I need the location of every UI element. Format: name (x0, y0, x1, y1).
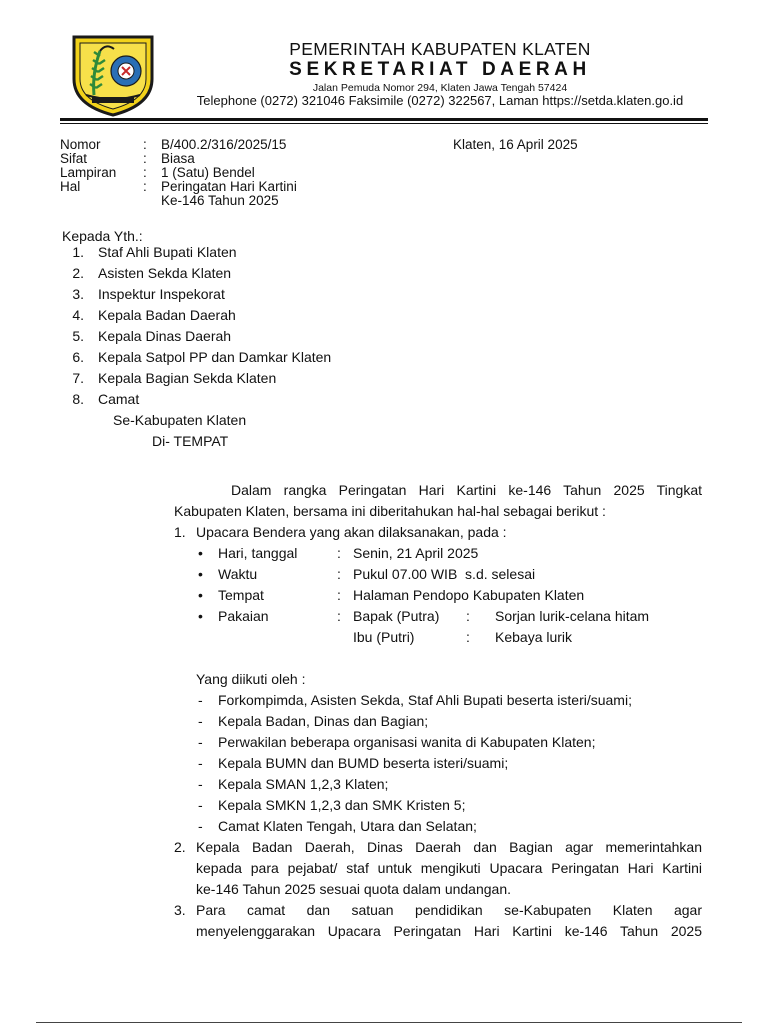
letterhead-address: Jalan Pemuda Nomor 294, Klaten Jawa Tengah 57424 (312, 82, 568, 94)
nomor-value: B/400.2/316/2025/15 (161, 137, 287, 152)
page-bottom-border (36, 1022, 742, 1023)
participant-item: Kepala SMAN 1,2,3 Klaten; (218, 776, 389, 792)
colon: : (466, 629, 470, 645)
recipient-item: Camat (98, 391, 140, 407)
letterhead-divider (60, 118, 708, 121)
recipients-region: Se-Kabupaten Klaten (113, 412, 247, 428)
dash: - (198, 692, 203, 708)
point-1-text: Upacara Bendera yang akan dilaksanakan, pada : (196, 524, 507, 540)
colon: : (466, 608, 470, 624)
recipient-number: 8. (72, 391, 84, 407)
pakaian-putra-value: Sorjan lurik-celana hitam (495, 608, 650, 624)
point-number: 1. (174, 524, 186, 540)
participant-item: Camat Klaten Tengah, Utara dan Selatan; (218, 818, 477, 834)
point-3-text-continued: menyelenggarakan Upacara Peringatan Hari Kartini ke-146 Tahun 2025 (196, 923, 702, 939)
bullet: • (198, 608, 203, 624)
colon: : (337, 566, 341, 582)
recipient-item: Kepala Bagian Sekda Klaten (98, 370, 277, 386)
opening-paragraph: Dalam rangka Peringatan Hari Kartini ke-146 Tahun 2025 Tingkat (231, 482, 702, 498)
recipients-place: Di- TEMPAT (152, 433, 229, 449)
detail-value: Bapak (Putra) (353, 608, 440, 624)
detail-label: Pakaian (218, 608, 269, 624)
point-3-text: Para camat dan satuan pendidikan se-Kabupaten Klaten agar (196, 902, 702, 918)
participant-item: Forkompimda, Asisten Sekda, Staf Ahli Bupati beserta isteri/suami; (218, 692, 632, 708)
opening-paragraph-continued: Kabupaten Klaten, bersama ini diberitahukan hal-hal sebagai berikut : (174, 503, 606, 519)
dash: - (198, 734, 203, 750)
colon: : (337, 608, 341, 624)
sifat-value: Biasa (161, 151, 195, 166)
detail-label: Tempat (218, 587, 264, 603)
letterhead-divider-thin (60, 123, 708, 124)
colon: : (143, 179, 147, 194)
recipient-number: 6. (72, 349, 84, 365)
dash: - (198, 797, 203, 813)
bullet: • (198, 566, 203, 582)
nomor-label: Nomor (60, 137, 101, 152)
detail-value: Pukul 07.00 WIB s.d. selesai (353, 566, 536, 582)
participant-item: Kepala SMKN 1,2,3 dan SMK Kristen 5; (218, 797, 466, 813)
recipient-item: Asisten Sekda Klaten (98, 265, 232, 281)
kabupaten-klaten-emblem (70, 33, 156, 117)
letterhead-contact: Telephone (0272) 321046 Faksimile (0272) 322567, Laman https://setda.klaten.go.id (196, 93, 684, 108)
recipients-intro: Kepada Yth.: (62, 228, 143, 244)
letterhead-office: SEKRETARIAT DAERAH (289, 59, 591, 80)
detail-label: Waktu (218, 566, 258, 582)
colon: : (143, 165, 147, 180)
recipient-number: 7. (72, 370, 84, 386)
recipient-item: Kepala Dinas Daerah (98, 328, 232, 344)
point-2-text: Kepala Badan Daerah, Dinas Daerah dan Bagian agar memerintahkan (196, 839, 702, 855)
colon: : (337, 587, 341, 603)
participant-item: Perwakilan beberapa organisasi wanita di Kabupaten Klaten; (218, 734, 596, 750)
pakaian-putri-value: Kebaya lurik (495, 629, 573, 645)
hal-value: Peringatan Hari Kartini (161, 179, 297, 194)
hal-value-continued: Ke-146 Tahun 2025 (161, 193, 279, 208)
recipient-item: Staf Ahli Bupati Klaten (98, 244, 237, 260)
point-2-text-continued: kepada para pejabat/ staf untuk mengikuti Upacara Peringatan Hari Kartini (196, 860, 702, 876)
recipient-number: 5. (72, 328, 84, 344)
letter-date: Klaten, 16 April 2025 (453, 137, 578, 152)
colon: : (143, 137, 147, 152)
point-number: 2. (174, 839, 186, 855)
recipient-number: 3. (72, 286, 84, 302)
lampiran-value: 1 (Satu) Bendel (161, 165, 255, 180)
sifat-label: Sifat (60, 151, 88, 166)
hal-label: Hal (60, 179, 81, 194)
recipient-number: 1. (72, 244, 84, 260)
participant-item: Kepala Badan, Dinas dan Bagian; (218, 713, 429, 729)
recipient-item: Kepala Satpol PP dan Damkar Klaten (98, 349, 332, 365)
point-number: 3. (174, 902, 186, 918)
colon: : (337, 545, 341, 561)
recipient-number: 4. (72, 307, 84, 323)
participant-item: Kepala BUMN dan BUMD beserta isteri/suami; (218, 755, 509, 771)
bullet: • (198, 545, 203, 561)
dash: - (198, 755, 203, 771)
recipient-number: 2. (72, 265, 84, 281)
lampiran-label: Lampiran (60, 165, 117, 180)
recipient-item: Inspektur Inspekorat (98, 286, 225, 302)
bullet: • (198, 587, 203, 603)
pakaian-putri-label: Ibu (Putri) (353, 629, 415, 645)
letterhead-government: PEMERINTAH KABUPATEN KLATEN (289, 39, 591, 59)
recipient-item: Kepala Badan Daerah (98, 307, 236, 323)
detail-value: Halaman Pendopo Kabupaten Klaten (353, 587, 585, 603)
dash: - (198, 818, 203, 834)
participants-intro: Yang diikuti oleh : (196, 671, 306, 687)
dash: - (198, 776, 203, 792)
colon: : (143, 151, 147, 166)
detail-label: Hari, tanggal (218, 545, 298, 561)
point-2-text-end: ke-146 Tahun 2025 sesuai quota dalam undangan. (196, 881, 511, 897)
dash: - (198, 713, 203, 729)
detail-value: Senin, 21 April 2025 (353, 545, 479, 561)
